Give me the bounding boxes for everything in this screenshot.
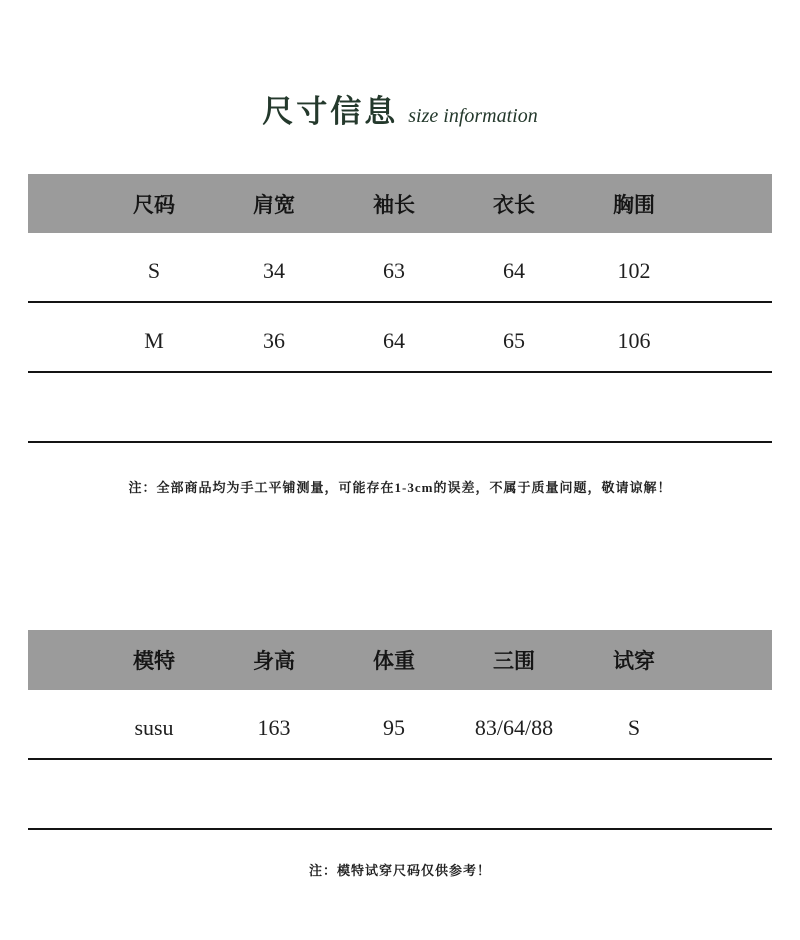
model-note: 注：模特试穿尺码仅供参考！ (308, 863, 491, 878)
size-table-empty-row (28, 373, 772, 443)
size-table-row-s (28, 233, 772, 303)
model-table-header-measurements: 三围 (493, 649, 535, 673)
shoulder-cell: 36 (263, 328, 285, 353)
size-cell: M (144, 328, 164, 353)
sleeve-cell: 63 (383, 258, 405, 283)
model-table-header-height: 身高 (253, 649, 295, 673)
size-table-header-bust: 胸围 (613, 192, 655, 217)
model-table-empty-row (28, 760, 772, 830)
page-title (0, 86, 800, 131)
size-table-header-shoulder: 肩宽 (253, 192, 295, 217)
page-title-english: size information (408, 105, 538, 127)
page-title-chinese: 尺寸信息 (262, 94, 399, 129)
model-height-cell: 163 (257, 715, 291, 740)
model-name-cell: susu (134, 715, 174, 740)
size-table-header-length: 衣长 (493, 192, 535, 217)
length-cell: 65 (503, 328, 525, 353)
model-table-header-tryon: 试穿 (613, 649, 655, 673)
size-table-row-m (28, 303, 772, 373)
model-measurements-cell: 83/64/88 (474, 715, 554, 740)
size-table-header-size: 尺码 (133, 192, 175, 217)
model-table (28, 630, 772, 830)
model-tryon-cell: S (627, 715, 641, 740)
bust-cell: 102 (617, 258, 651, 283)
measurement-note: 注：全部商品均为手工平铺测量，可能存在1-3cm的误差，不属于质量问题，敬请谅解！ (128, 480, 672, 495)
sleeve-cell: 64 (383, 328, 405, 353)
model-table-header-weight: 体重 (373, 649, 415, 673)
model-weight-cell: 95 (383, 715, 405, 740)
length-cell: 64 (503, 258, 525, 283)
size-table-header-row (28, 174, 772, 233)
size-table (28, 174, 772, 443)
size-table-header-sleeve: 袖长 (373, 192, 415, 217)
model-table-header-model: 模特 (133, 649, 175, 673)
shoulder-cell: 34 (263, 258, 285, 283)
model-table-header-row (28, 630, 772, 690)
bust-cell: 106 (617, 328, 651, 353)
model-table-row-susu (28, 690, 772, 760)
size-cell: S (147, 258, 161, 283)
